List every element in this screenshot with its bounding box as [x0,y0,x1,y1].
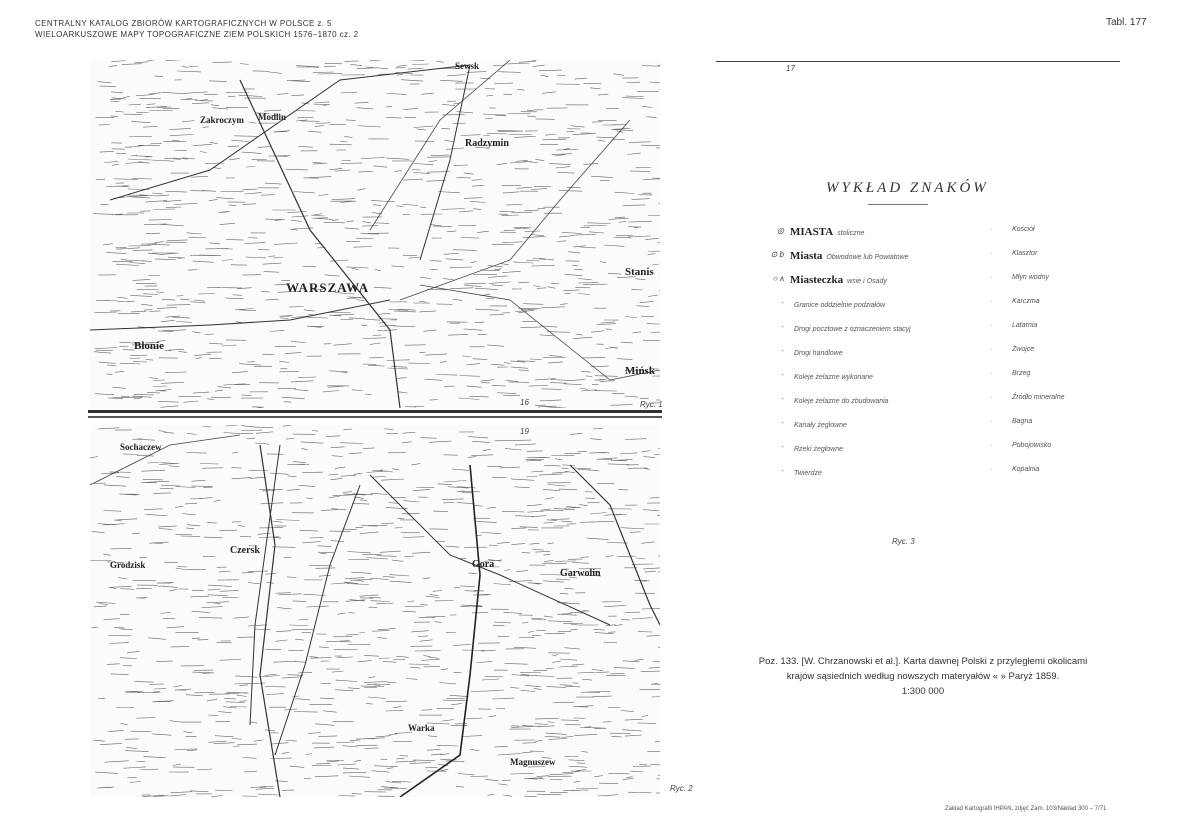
legend-right-symbol: · [990,346,993,353]
legend-right-label: Klasztor [1012,250,1038,257]
legend-title: WYKŁAD ZNAKÓW [826,180,989,196]
caption-line-1: Poz. 133. [W. Chrzanowski et al.]. Karta dawnej Polski z przyległemi okolicami [758,656,1088,667]
legend-label-note: wsie i Osady [847,278,887,285]
legend-right-symbol: · [990,250,993,257]
legend-label-main: MIASTA [790,226,834,238]
legend-right-symbol: · [990,226,993,233]
legend-label [790,442,843,454]
legend-right-label: Młyn wodny [1012,274,1049,281]
legend-label-note: Twierdze [794,470,822,477]
legend-right-label: Latarnia [1012,322,1038,329]
legend-top-rule [716,61,1120,62]
legend-symbol: ◎ [777,226,784,235]
legend-title-rule [868,204,928,205]
legend-right-symbol: · [990,298,993,305]
legend-row [760,298,1140,312]
place-magnuszew: Magnuszew [510,757,556,767]
legend-label-note: stoliczne [837,230,865,237]
legend-right-label: Kopalnia [1012,466,1040,473]
legend-label [790,346,843,358]
legend-symbol: · [781,418,784,427]
legend-label [790,418,847,430]
ryc-3-label: Ryc. 3 [892,537,915,546]
place-blonie: Błonie [134,340,164,352]
legend-symbol: · [781,466,784,475]
map-figure-2 [90,425,660,797]
legend-label-note: Granice oddzielnie podziałów [794,302,886,309]
legend-label [790,298,885,310]
legend-row [760,250,1140,264]
place-warka: Warka [408,723,435,733]
place-sewsk: Sewsk [455,61,480,71]
map-1-texture [93,60,660,408]
legend-right-label: Bagna [1012,418,1033,425]
legend-symbol: · [781,442,784,451]
ryc-2-label: Ryc. 2 [670,784,693,793]
map-figure-1 [90,60,660,408]
legend-label-main: Miasta [790,250,823,262]
legend-symbol: ⊙ b [770,250,784,259]
legend-label [790,274,887,286]
legend-label [790,394,889,406]
print-footer: Zakład Kartografii IHPAN, zdjęć Zam. 103/Nakład 300 – 7/71 [945,806,1107,812]
legend-symbol: ○ ʌ [772,274,784,283]
header-line-1: CENTRALNY KATALOG ZBIORÓW KARTOGRAFICZNYCH W POLSCE z. 5 [35,19,332,28]
legend-right-symbol: · [990,370,993,377]
place-grodzisk: Grodzisk [110,560,146,570]
legend-label [790,250,909,262]
legend-row [760,226,1140,240]
legend-right-label: Źródło mineralne [1012,394,1065,401]
header-line-2: WIELOARKUSZOWE MAPY TOPOGRAFICZNE ZIEM POLSKICH 1576–1870 cz. 2 [35,30,359,39]
legend-right-symbol: · [990,418,993,425]
legend-right-label: Brzeg [1012,370,1031,377]
legend-label [790,466,822,478]
map-2-texture [90,425,660,797]
legend-row [760,322,1140,336]
legend-label [790,226,864,238]
place-zakroczym: Zakroczym [200,115,244,125]
legend-right-symbol: · [990,274,993,281]
map-divider [88,410,662,418]
legend-right-symbol: · [990,466,993,473]
legend-right-label: Karczma [1012,298,1040,305]
legend-label-note: Rzeki żeglowne [794,446,844,453]
ryc-1-label: Ryc. 1 [640,400,663,409]
catalog-header [35,18,359,40]
legend-right-symbol: · [990,442,993,449]
legend-symbol: · [781,346,784,355]
legend-row [760,466,1140,480]
plate-number: Tabl. 177 [1106,17,1147,28]
place-czersk: Czersk [230,545,260,556]
legend-label-note: Drogi pocztowe z oznaczeniem stacyj [794,326,911,333]
place-radzymin: Radzymin [465,138,509,149]
legend-right-label: Kościół [1012,226,1035,233]
legend-row [760,346,1140,360]
place-minsk: Mińsk [625,365,655,377]
caption-line-2: krajów sąsiednich według nowszych materyałów « » Paryż 1859. [786,671,1060,682]
place-sochaczew: Sochaczew [120,442,162,452]
legend-label-note: Koleje żelazne do zbudowania [794,398,889,405]
place-gora: Gora [472,559,495,570]
legend-right-label: Pobojowisko [1012,442,1052,449]
legend-symbol: · [781,322,784,331]
legend-right-symbol: · [990,394,993,401]
legend-symbol: · [781,370,784,379]
legend-row [760,370,1140,384]
legend-row [760,418,1140,432]
place-stanis: Stanis [625,266,654,278]
legend-label-note: Koleje żelazne wykonane [794,374,873,381]
legend-row [760,394,1140,408]
place-warszawa: WARSZAWA [286,280,370,295]
map-2-linework [90,425,660,797]
legend-symbol: · [781,394,784,403]
place-modlin: Modlin [258,112,287,122]
map-1-margin-number: 16 [520,398,529,407]
map-2-margin-number: 19 [520,427,529,436]
legend-label [790,370,873,382]
map-caption [718,654,1128,699]
caption-scale: 1:300 000 [901,686,945,697]
legend-corner-number: 17 [786,64,795,73]
map-1-linework [90,60,660,408]
legend-row [760,274,1140,288]
legend-label-main: Miasteczka [790,274,844,286]
legend-right-label: Zwojce [1012,346,1035,353]
legend-symbol: · [781,298,784,307]
legend-right-symbol: · [990,322,993,329]
legend-label [790,322,911,334]
place-garwolin: Garwolin [560,568,601,579]
legend-label-note: Drogi handlowe [794,350,843,357]
legend-label-note: Obwodowe lub Powiatowe [826,254,909,261]
legend-label-note: Kanały żeglowne [794,422,847,429]
legend-row [760,442,1140,456]
